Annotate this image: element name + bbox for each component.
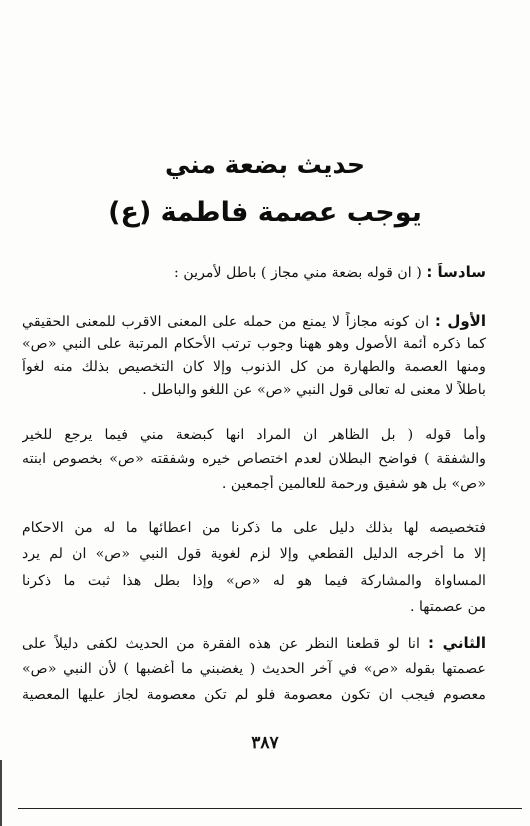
line-text: باطلاً لا معنى له تعالى قول النبي «ص» عن اللغو والباطل .	[142, 382, 486, 398]
chapter-subtitle: يوجب عصمة فاطمة (ع)	[108, 197, 422, 228]
text-line	[22, 263, 486, 282]
line-text: انا لو قطعنا النظر عن هذه الفقرة من الحديث لكفى دليلاً على	[22, 636, 420, 652]
page-number: ٣٨٧	[251, 733, 279, 753]
text-line	[22, 381, 486, 399]
paragraph-lead: سادساً :	[426, 263, 486, 281]
line-text: معصوم فيجب ان تكون معصومة فلو لم تكن معصومة لجاز عليها المعصية	[22, 687, 486, 703]
text-line	[22, 335, 486, 353]
line-text: إلا ما أخرجه الدليل القطعي وإلا لزم لغوية قول النبي «ص» ان لم يرد	[22, 546, 486, 562]
paragraph-lead: الثاني :	[427, 634, 486, 652]
text-line	[22, 660, 486, 678]
text-line	[22, 312, 486, 331]
text-line	[22, 475, 486, 493]
line-text: وأما قوله ( بل الظاهر ان المراد انها كبضعة مني فيما يرجع للخير	[22, 427, 486, 443]
text-line	[22, 598, 486, 616]
line-text: ( ان قوله بضعة مني مجاز ) باطل لأمرين :	[174, 265, 422, 281]
line-text: ان كونه مجازاً لا يمنع من حمله على المعنى الاقرب للمعنى الحقيقي	[22, 314, 430, 330]
line-text: فتخصيصه لها بذلك دليل على ما ذكرنا من اعطائها ما له من الاحكام	[22, 520, 486, 536]
text-line	[22, 358, 486, 376]
line-text: «ص» بل هو شفيق ورحمة للعالمين أجمعين .	[221, 476, 486, 492]
footer-rule	[18, 808, 522, 809]
paragraph-lead: الأول :	[434, 312, 486, 330]
chapter-title: حديث بضعة مني	[165, 150, 365, 179]
text-line	[22, 572, 486, 590]
text-line	[22, 426, 486, 444]
text-line	[22, 634, 486, 653]
line-text: والشفقة ) فواضح البطلان لعدم اختصاص خيره وشفقته «ص» بخصوص ابنته	[22, 451, 486, 467]
line-text: كما ذكره أئمة الأصول وهو ههنا وجوب ترتب الأحكام المرتبة على النبي «ص»	[22, 336, 486, 352]
line-text: من عصمتها .	[409, 599, 486, 615]
text-line	[22, 686, 486, 704]
text-line	[22, 450, 486, 468]
text-line	[22, 545, 486, 563]
text-line	[22, 519, 486, 537]
line-text: عصمتها بقوله «ص» في آخر الحديث ( يغضبني ما أغضبها ) لأن النبي «ص»	[22, 661, 486, 677]
line-text: المساواة والمشاركة فيما هو له «ص» وإذا بطل هذا ثبت ما ذكرنا	[22, 573, 486, 589]
line-text: ومنها العصمة والطهارة من كل الذنوب وإلا كان التخصيص بذلك منه لغواً	[22, 359, 486, 375]
page-edge-mark	[0, 760, 2, 826]
